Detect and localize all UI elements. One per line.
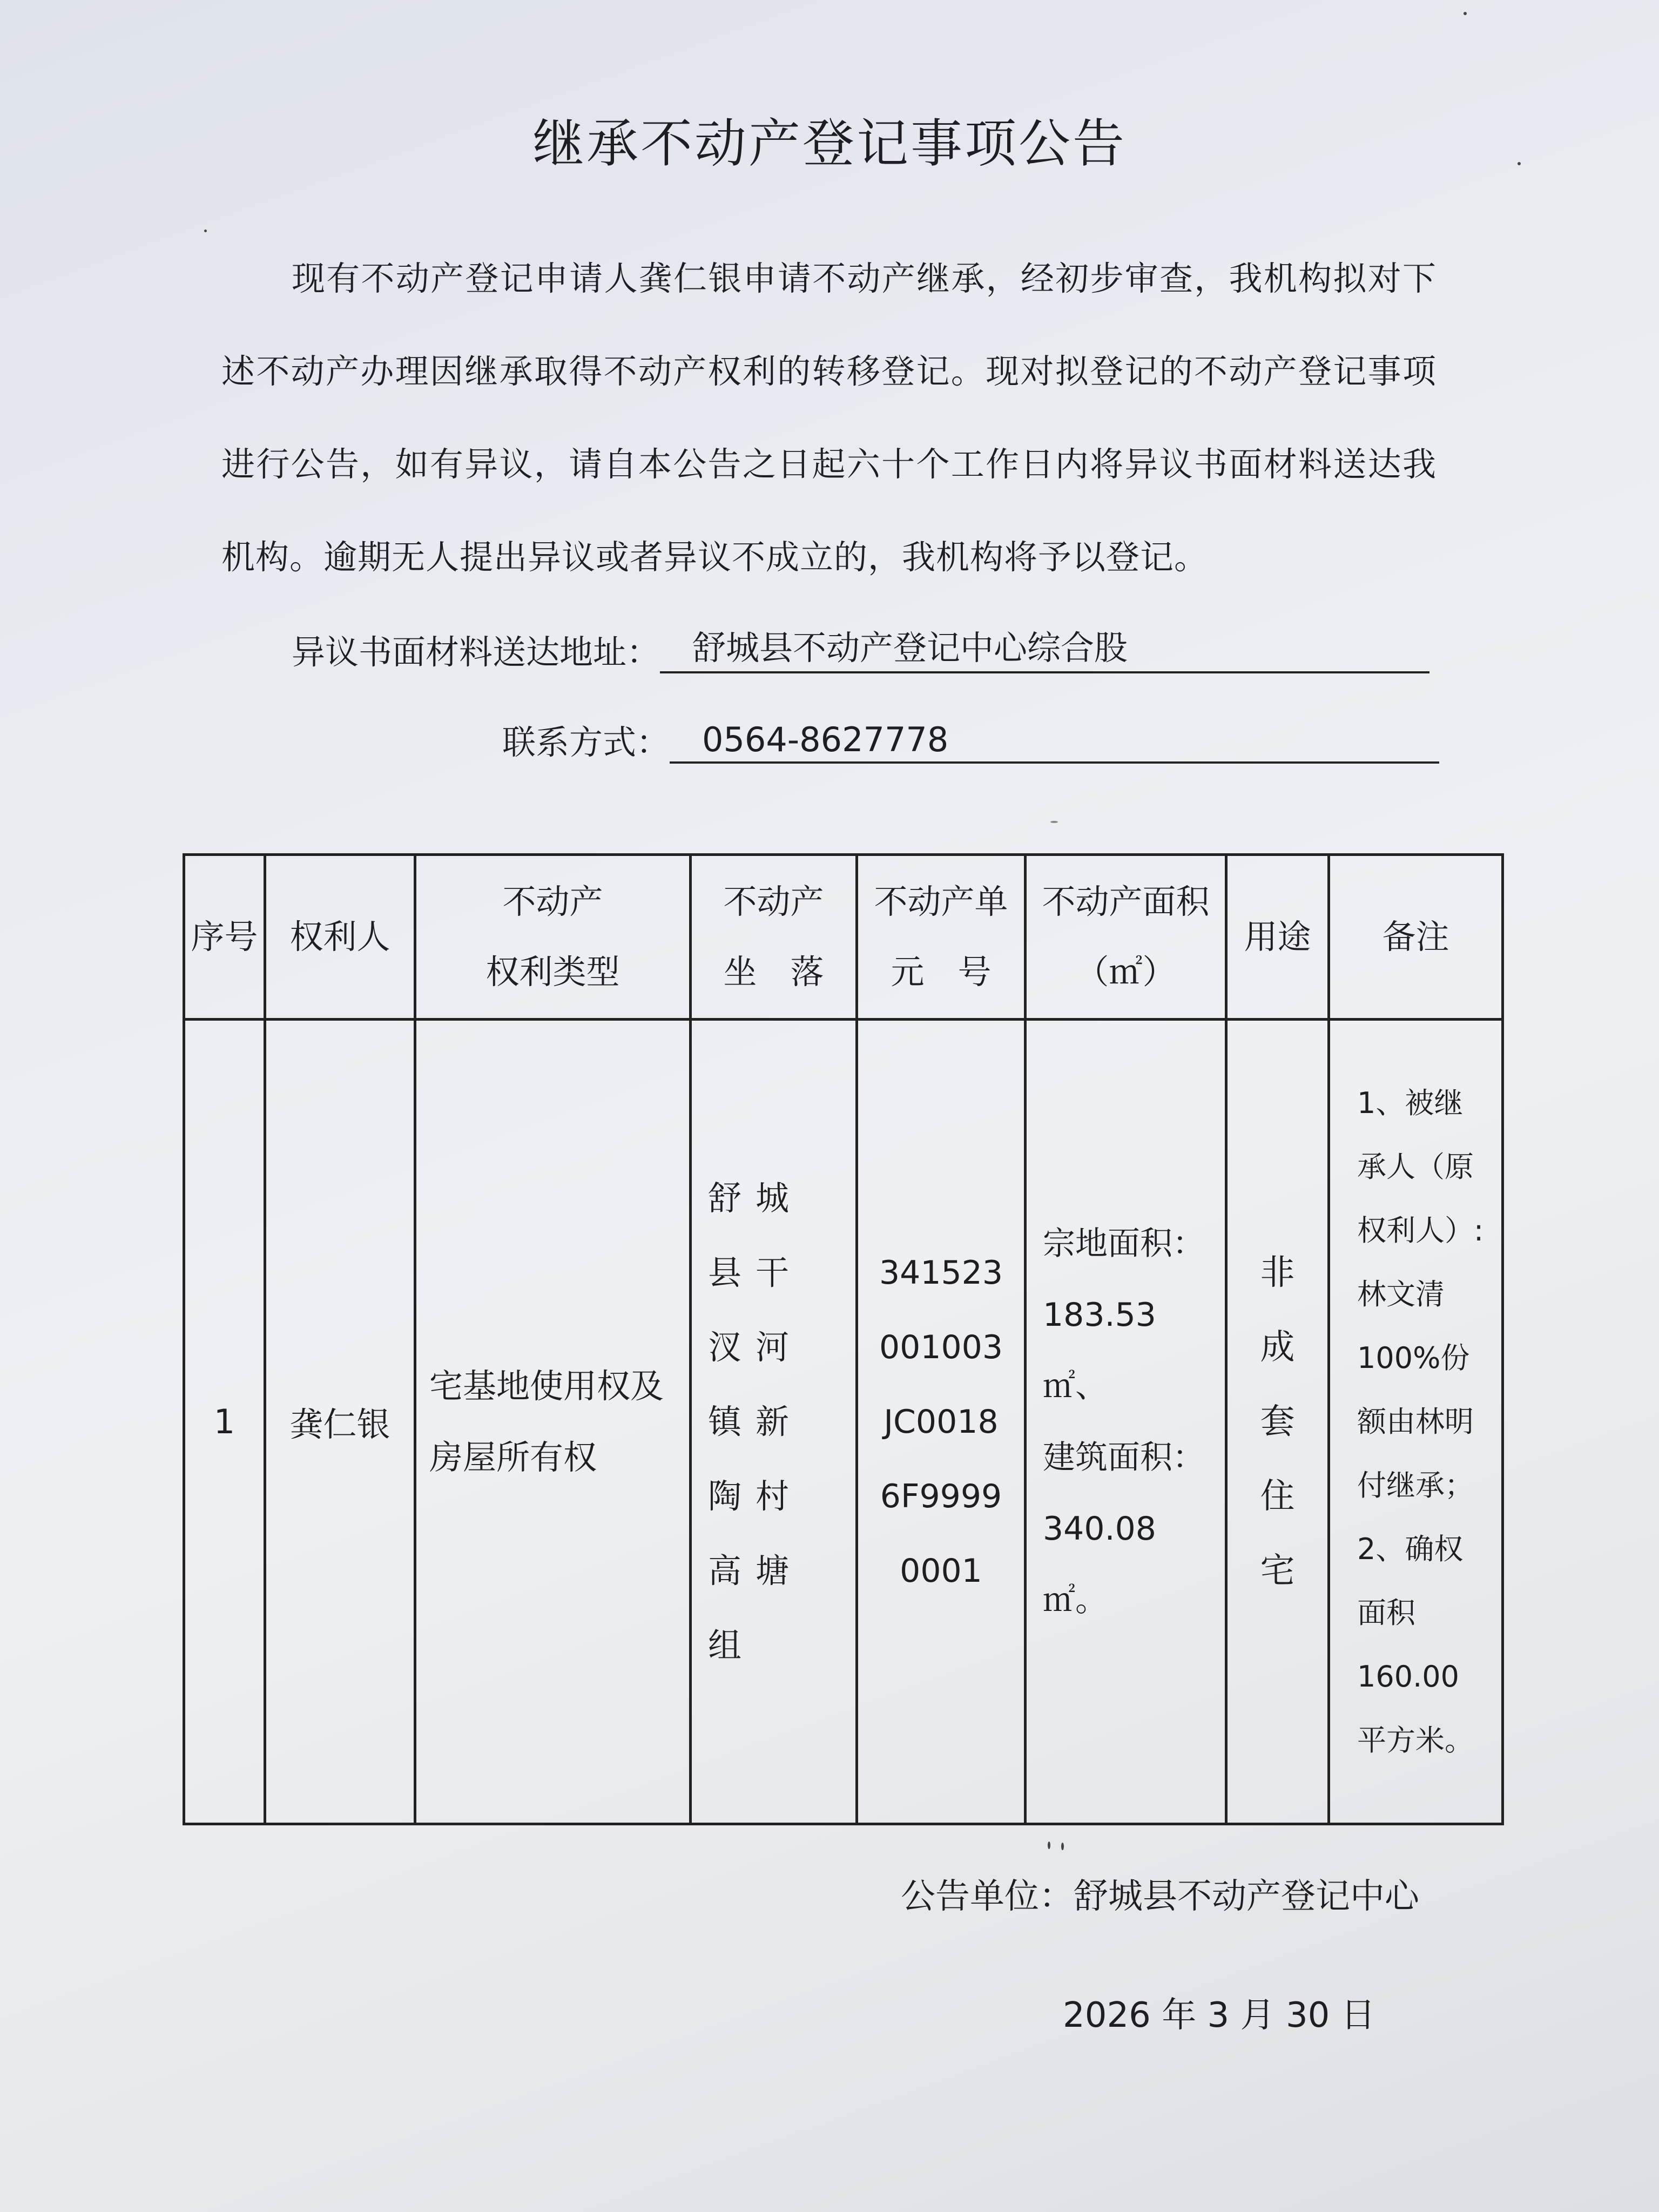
objection-address-value: 舒城县不动产登记中心综合股	[660, 621, 1429, 673]
cell-right-type: 宅基地使用权及房屋所有权	[415, 1020, 691, 1824]
cell-usage: 非 成 套 住 宅	[1226, 1020, 1329, 1824]
cell-remarks	[1329, 1020, 1503, 1824]
contact-value: 0564-8627778	[670, 720, 1439, 764]
paper-speck	[1061, 1843, 1064, 1850]
paper-speck	[1048, 1842, 1050, 1849]
remarks-line-1: 1、被继承人（原权利人）:林文清100%份额由林明付继承；	[1357, 1085, 1484, 1502]
header-right-type: 不动产 权利类型	[415, 855, 691, 1020]
contact-row	[502, 716, 1439, 764]
header-index: 序号	[184, 855, 265, 1020]
objection-address-row	[292, 621, 1429, 673]
cell-area: 宗地面积： 183.53㎡、 建筑面积： 340.08㎡。	[1026, 1020, 1226, 1824]
notice-title: 继承不动产登记事项公告	[532, 113, 1127, 174]
paper-speck	[204, 230, 207, 232]
paper-speck	[1464, 12, 1467, 15]
header-usage: 用途	[1226, 855, 1329, 1020]
header-unit-no: 不动产单 元 号	[857, 855, 1026, 1020]
header-remarks: 备注	[1329, 855, 1503, 1020]
header-area: 不动产面积 （㎡）	[1026, 855, 1226, 1020]
objection-address-label: 异议书面材料送达地址：	[292, 632, 660, 672]
cell-unit-no: 341523 001003 JC0018 6F9999 0001	[857, 1020, 1026, 1824]
publisher: 公告单位：舒城县不动产登记中心	[901, 1877, 1419, 1917]
header-location: 不动产 坐 落	[691, 855, 857, 1020]
cell-index: 1	[184, 1020, 265, 1824]
paper-speck	[1050, 821, 1058, 823]
header-owner: 权利人	[265, 855, 415, 1020]
remarks-line-2: 2、确权面积160.00平方米。	[1357, 1532, 1474, 1757]
notice-date: 2026 年 3 月 30 日	[1063, 1995, 1375, 2035]
notice-body-text: 现有不动产登记申请人龚仁银申请不动产继承，经初步审查，我机构拟对下述不动产办理因继承取得不动产权利的转移登记。现对拟登记的不动产登记事项进行公告，如有异议，请自本公告之日起六十个工作日内将异议书面材料送达我机构。逾期无人提出异议或者异议不成立的，我机构将予以登记。	[221, 259, 1437, 577]
table-header-row	[184, 855, 1503, 1020]
cell-location: 舒城县干汊河镇新陶村高塘组	[691, 1020, 857, 1824]
cell-owner: 龚仁银	[265, 1020, 415, 1824]
table-row	[184, 1020, 1503, 1824]
contact-label: 联系方式：	[502, 723, 670, 762]
paper-speck	[1518, 162, 1521, 165]
property-table	[183, 853, 1504, 1825]
